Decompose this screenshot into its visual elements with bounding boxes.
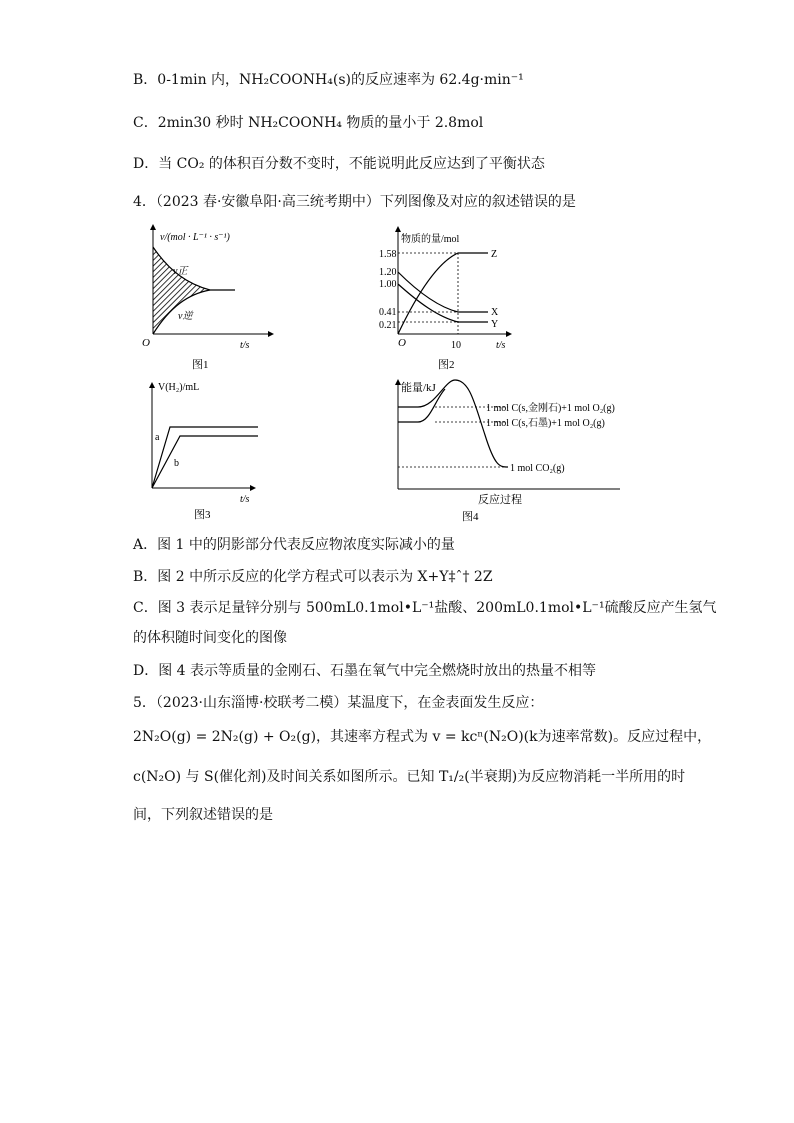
q4-option-c-line2: 的体积随时间变化的图像 [133, 630, 287, 646]
figure-4 [390, 375, 650, 530]
option-d-prev: D．当 CO₂ 的体积百分数不变时，不能说明此反应达到了平衡状态 [133, 156, 545, 172]
fig1-ylabel: v/(mol · L⁻¹ · s⁻¹) [160, 232, 230, 243]
fig2-label-z: Z [491, 249, 498, 260]
fig4-ylabel: 能量/kJ [401, 382, 436, 394]
fig3-xlabel: t/s [240, 494, 250, 505]
figure-3 [140, 378, 280, 528]
fig3-ylabel: V(H₂)/mL [158, 382, 200, 393]
fig3-caption: 图3 [194, 509, 211, 521]
q4-option-c-line1: C．图 3 表示足量锌分别与 500mL0.1mol•L⁻¹盐酸、200mL0.1mol•L⁻¹硫酸反应产生氢气 [133, 600, 717, 616]
line-b [152, 436, 258, 488]
q4-option-d: D．图 4 表示等质量的金刚石、石墨在氧气中完全燃烧时放出的热量不相等 [133, 663, 597, 679]
fig1-xlabel: t/s [240, 340, 250, 351]
curve-x [398, 272, 488, 312]
question-5-line2: 2N₂O(g) = 2N₂(g) + O₂(g)，其速率方程式为 v = kcⁿ(N₂O)(k为速率常数)。反应过程中， [133, 729, 712, 745]
fig2-ylabel: 物质的量/mol [401, 234, 460, 245]
fig4-level-diamond: 1 mol C(s,金刚石)+1 mol O₂(g) [486, 403, 615, 414]
option-b-prev: B．0-1min 内，NH₂COONH₄(s)的反应速率为 62.4g·min⁻¹ [133, 72, 524, 88]
figure-2 [378, 222, 528, 372]
question-5-stem: 5．（2023·山东淄博·校联考二模）某温度下，在金表面发生反应： [133, 695, 544, 711]
fig2-tick-021: 0.21 [379, 320, 397, 331]
fig2-origin: O [398, 337, 406, 349]
fig2-tick-120: 1.20 [379, 267, 397, 278]
fig2-xtick: 10 [451, 340, 461, 351]
question-4-stem: 4．（2023 春·安徽阜阳·高三统考期中）下列图像及对应的叙述错误的是 [133, 194, 576, 210]
fig2-tick-100: 1.00 [379, 279, 397, 290]
fig4-xlabel: 反应过程 [478, 494, 522, 506]
fig2-label-x: X [491, 307, 499, 318]
q4-option-a: A．图 1 中的阴影部分代表反应物浓度实际减小的量 [133, 537, 455, 553]
fig2-caption: 图2 [438, 359, 455, 371]
fig4-caption: 图4 [462, 511, 479, 523]
curve-y [398, 284, 488, 322]
figure-1 [140, 222, 280, 372]
fig4-level-graphite: 1 mol C(s,石墨)+1 mol O₂(g) [486, 418, 605, 429]
option-c-prev: C．2min30 秒时 NH₂COONH₄ 物质的量小于 2.8mol [133, 115, 484, 131]
fig1-vfwd: v正 [173, 266, 188, 277]
fig2-tick-158: 1.58 [379, 249, 397, 260]
fig3-label-b: b [174, 458, 179, 469]
fig2-tick-041: 0.41 [379, 307, 397, 318]
fig4-level-co2: 1 mol CO₂(g) [510, 463, 565, 474]
fig3-label-a: a [155, 432, 160, 443]
q4-option-b: B．图 2 中所示反应的化学方程式可以表示为 X+Y‡ˆ† 2Z [133, 569, 493, 585]
question-5-line4: 间，下列叙述错误的是 [133, 807, 273, 823]
fig1-origin: O [142, 337, 150, 349]
question-5-line3: c(N₂O) 与 S(催化剂)及时间关系如图所示。已知 T₁/₂(半衰期)为反应物消耗一半所用的时 [133, 769, 686, 785]
fig2-label-y: Y [491, 319, 499, 330]
fig1-caption: 图1 [192, 359, 209, 371]
fig1-vrev: v逆 [178, 311, 193, 322]
fig2-xlabel: t/s [496, 340, 506, 351]
